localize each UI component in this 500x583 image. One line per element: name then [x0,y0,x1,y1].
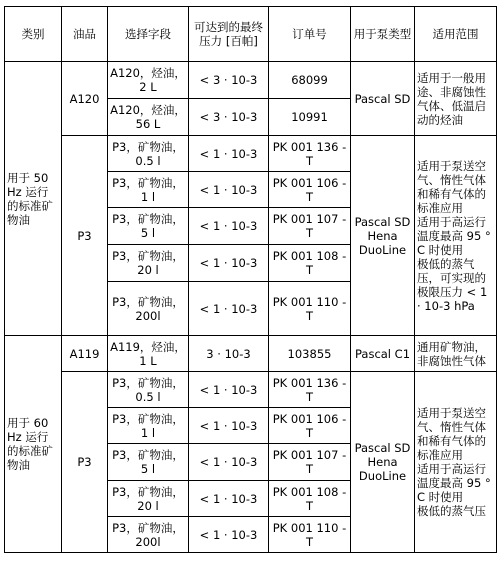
pressure-cell: < 1 · 10-3 [189,282,269,336]
usage-a120: 适用于一般用途、非腐蚀性气体、低温启动的烃油 [415,62,497,136]
oil-a120: A120 [62,62,108,136]
usage-p3-60hz-c: 极低的蒸气压 [417,504,486,518]
field-cell: P3，矿物油，200l [108,282,189,336]
field-cell: P3，矿物油，0.5 l [108,136,189,172]
header-usage: 适用范围 [415,7,497,62]
order-cell: 10991 [269,99,351,136]
order-cell: PK 001 136 -T [269,136,351,172]
pressure-cell: < 1 · 10-3 [189,517,269,553]
pressure-cell: < 1 · 10-3 [189,372,269,408]
pump-pascal-sd: Pascal SD [351,62,415,136]
order-cell: PK 001 106 -T [269,408,351,444]
usage-a119: 通用矿物油，非腐蚀性气体 [415,336,497,372]
header-pressure: 可达到的最终压力 [百帕] [189,7,269,62]
order-cell: PK 001 136 -T [269,372,351,408]
header-category: 类别 [5,7,62,62]
pressure-cell: < 1 · 10-3 [189,136,269,172]
oil-table [4,6,497,553]
pressure-cell: < 3 · 10-3 [189,99,269,136]
order-cell: PK 001 106 -T [269,172,351,208]
header-pump: 用于泵类型 [351,7,415,62]
field-cell: P3，矿物油，5 l [108,208,189,245]
header-order: 订单号 [269,7,351,62]
field-cell: P3，矿物油，20 l [108,245,189,282]
pressure-cell: < 1 · 10-3 [189,172,269,208]
pressure-cell: < 1 · 10-3 [189,208,269,245]
usage-p3-60hz [415,372,497,553]
table-row [5,62,497,99]
field-cell: P3，矿物油，0.5 l [108,372,189,408]
pressure-cell: < 1 · 10-3 [189,245,269,282]
usage-p3-50hz-b: 适用于高运行温度最高 95 ° C 时使用 [417,214,491,257]
field-cell: P3，矿物油，200l [108,517,189,553]
usage-p3-60hz-a: 适用于泵送空气、惰性气体和稀有气体的标准应用 [417,406,486,462]
pump-pascal-sd-hena-duoline: Pascal SD Hena DuoLine [351,136,415,336]
order-cell: PK 001 107 -T [269,444,351,481]
pressure-cell: < 1 · 10-3 [189,444,269,481]
header-oil: 油品 [62,7,108,62]
order-cell: PK 001 110 -T [269,517,351,553]
header-row [5,7,497,62]
order-cell: 68099 [269,62,351,99]
oil-a119: A119 [62,336,108,372]
field-cell: A119，烃油，1 L [108,336,189,372]
order-cell: PK 001 108 -T [269,481,351,517]
table-row [5,336,497,372]
table-row [5,136,497,172]
order-cell: 103855 [269,336,351,372]
header-field: 选择字段 [108,7,189,62]
usage-p3-60hz-b: 适用于高运行温度最高 95 ° C 时使用 [417,462,491,504]
pump-pascal-c1: Pascal C1 [351,336,415,372]
order-cell: PK 001 108 -T [269,245,351,282]
category-50hz: 用于 50 Hz 运行的标准矿物油 [5,62,62,336]
oil-p3-60hz: P3 [62,372,108,553]
usage-p3-50hz-c: 极低的蒸气压，可实现的极限压力 < 1 · 10-3 hPa [417,256,488,313]
pressure-cell: < 1 · 10-3 [189,481,269,517]
pressure-cell: 3 · 10-3 [189,336,269,372]
field-cell: A120，烃油，2 L [108,62,189,99]
field-cell: P3，矿物油，1 l [108,172,189,208]
field-cell: A120，烃油，56 L [108,99,189,136]
usage-p3-50hz-a: 适用于泵送空气、惰性气体和稀有气体的标准应用 [417,158,486,215]
usage-p3-50hz [415,136,497,336]
field-cell: P3，矿物油，20 l [108,481,189,517]
pressure-cell: < 1 · 10-3 [189,408,269,444]
field-cell: P3，矿物油，5 l [108,444,189,481]
pressure-cell: < 3 · 10-3 [189,62,269,99]
field-cell: P3，矿物油，1 l [108,408,189,444]
category-60hz: 用于 60 Hz 运行的标准矿物油 [5,336,62,553]
pump-pascal-sd-hena-duoline: Pascal SD Hena DuoLine [351,372,415,553]
order-cell: PK 001 107 -T [269,208,351,245]
order-cell: PK 001 110 -T [269,282,351,336]
table-row [5,372,497,408]
oil-p3-50hz: P3 [62,136,108,336]
